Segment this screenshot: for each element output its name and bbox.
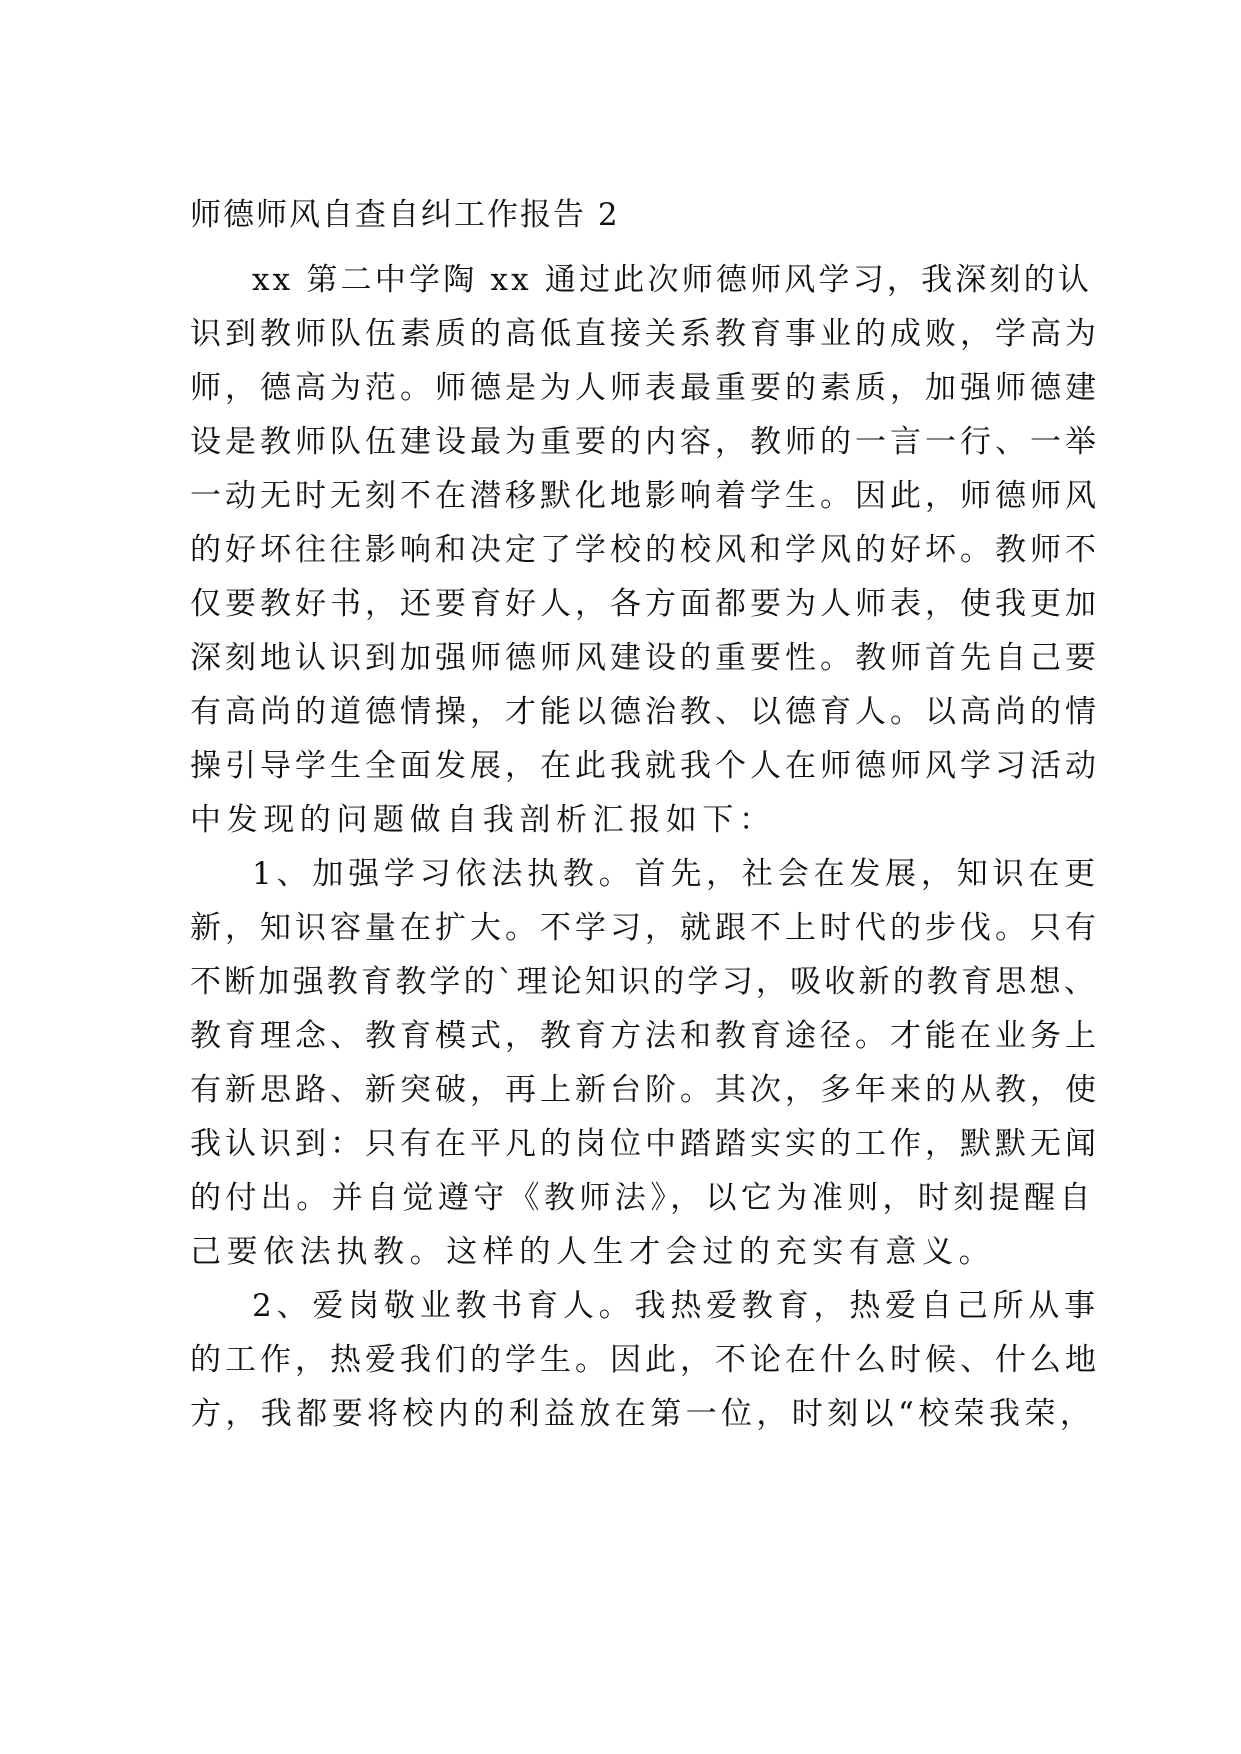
paragraph-line: 设是教师队伍建设最为重要的内容，教师的一言一行、一举 [190, 424, 1100, 460]
paragraph-line: 仅要教好书，还要育好人，各方面都要为人师表，使我更加 [190, 586, 1100, 622]
paragraph-line: 新，知识容量在扩大。不学习，就跟不上时代的步伐。只有 [190, 910, 1100, 946]
paragraph-line: 有新思路、新突破，再上新台阶。其次，多年来的从教，使 [190, 1072, 1100, 1108]
paragraph-line: 己要依法执教。这样的人生才会过的充实有意义。 [190, 1234, 996, 1270]
paragraph-line: 方，我都要将校内的利益放在第一位，时刻以“校荣我荣， [190, 1396, 1096, 1432]
paragraph-line: 操引导学生全面发展，在此我就我个人在师德师风学习活动 [190, 748, 1100, 784]
paragraph-line: 的好坏往往影响和决定了学校的校风和学风的好坏。教师不 [190, 532, 1100, 568]
document-title: 师德师风自查自纠工作报告 2 [190, 197, 620, 233]
paragraph-line: 不断加强教育教学的`理论知识的学习，吸收新的教育思想、 [190, 964, 1098, 1000]
paragraph-line: 识到教师队伍素质的高低直接关系教育事业的成败，学高为 [190, 316, 1100, 352]
paragraph-line: 一动无时无刻不在潜移默化地影响着学生。因此，师德师风 [190, 478, 1100, 514]
paragraph-line: 深刻地认识到加强师德师风建设的重要性。教师首先自己要 [190, 640, 1100, 676]
paragraph-line: xx 第二中学陶 xx 通过此次师德师风学习，我深刻的认 [252, 262, 1093, 298]
paragraph-line: 师，德高为范。师德是为人师表最重要的素质，加强师德建 [190, 370, 1100, 406]
paragraph-line: 1、加强学习依法执教。首先，社会在发展，知识在更 [252, 856, 1100, 892]
paragraph-line: 的工作，热爱我们的学生。因此，不论在什么时候、什么地 [190, 1342, 1100, 1378]
paragraph-line: 的付出。并自觉遵守《教师法》，以它为准则，时刻提醒自 [190, 1180, 1095, 1216]
paragraph-line: 教育理念、教育模式，教育方法和教育途径。才能在业务上 [190, 1018, 1100, 1054]
paragraph-line: 2、爱岗敬业教书育人。我热爱教育，热爱自己所从事 [252, 1288, 1100, 1324]
paragraph-line: 我认识到：只有在平凡的岗位中踏踏实实的工作，默默无闻 [190, 1126, 1100, 1162]
paragraph-line: 中发现的问题做自我剖析汇报如下： [190, 802, 776, 838]
paragraph-line: 有高尚的道德情操，才能以德治教、以德育人。以高尚的情 [190, 694, 1100, 730]
